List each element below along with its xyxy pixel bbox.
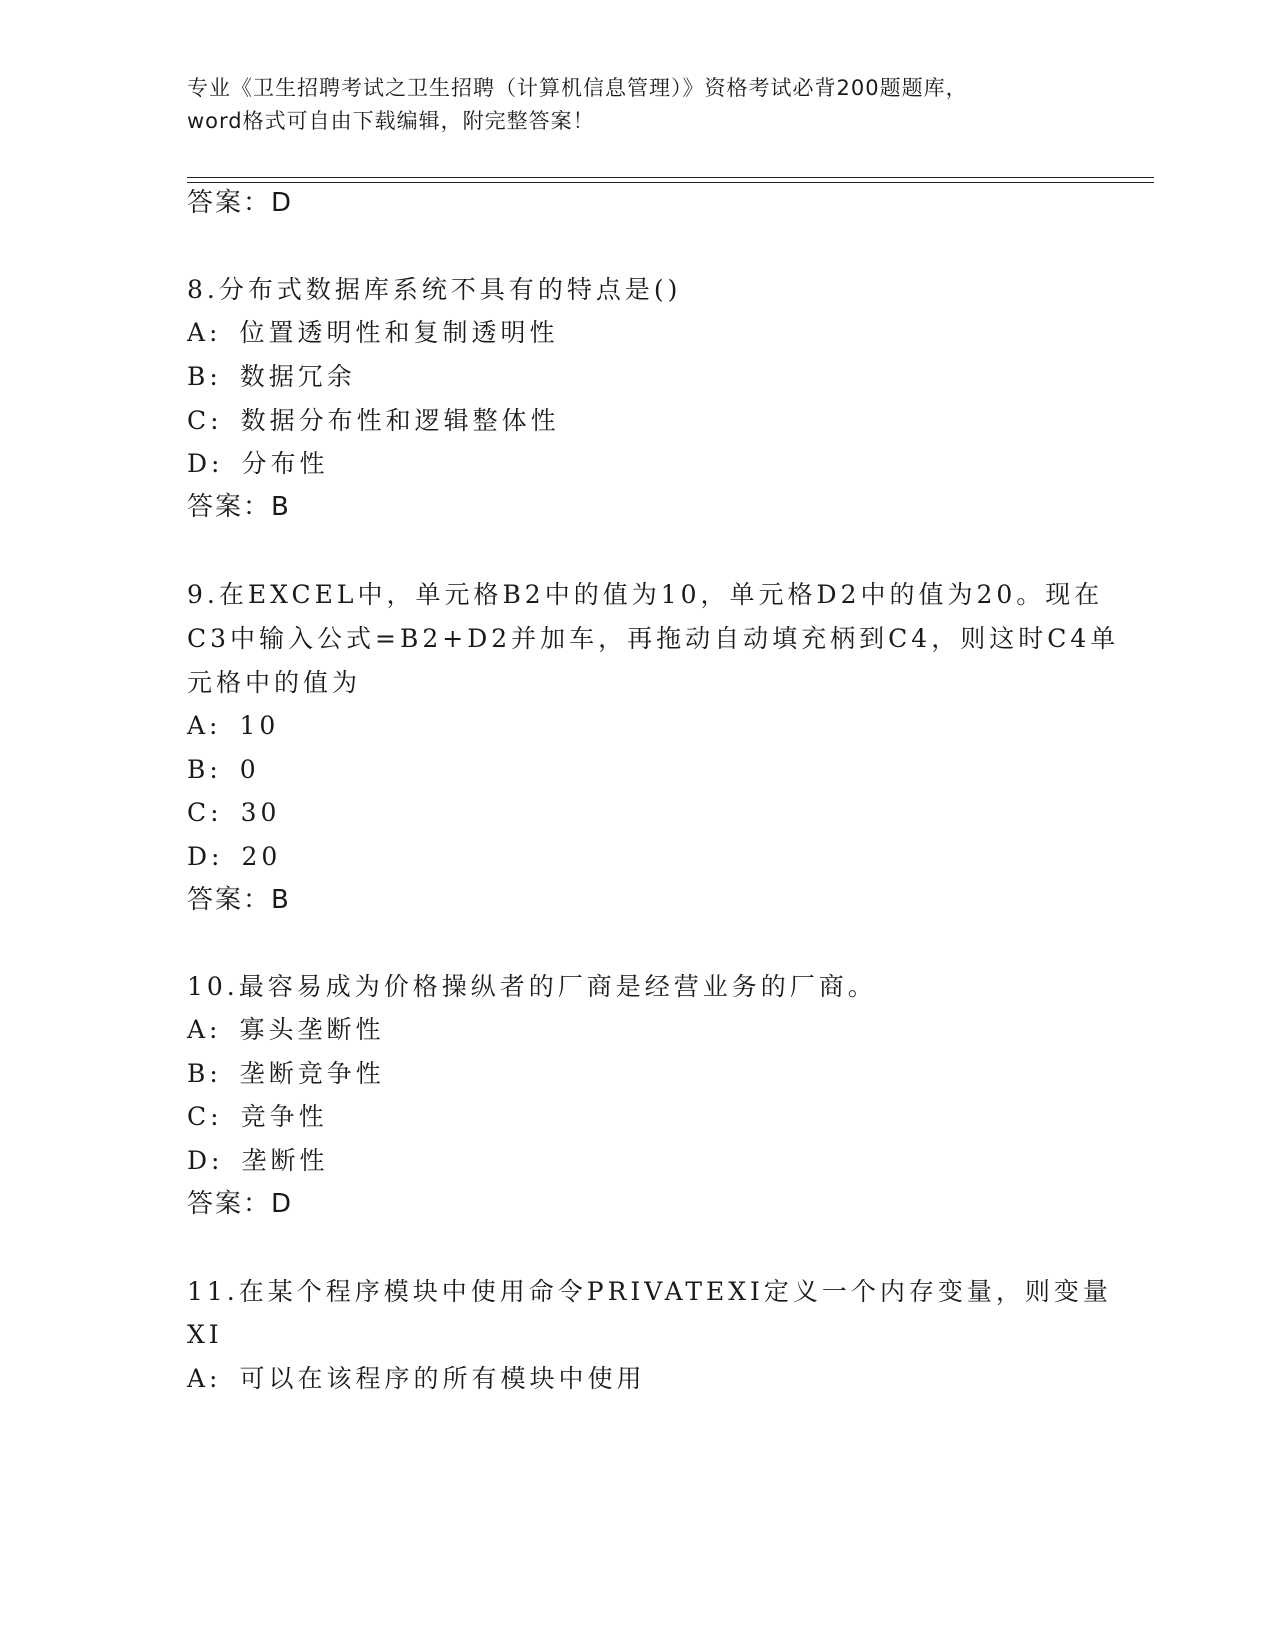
question-9-stem-line-3: 元格中的值为 bbox=[187, 668, 362, 697]
option-letter: B: bbox=[187, 1059, 222, 1088]
question-8-option-c bbox=[187, 406, 560, 436]
option-text: 可以在该程序的所有模块中使用 bbox=[239, 1364, 646, 1393]
question-9-stem-line-1: 9.在EXCEL中，单元格B2中的值为10，单元格D2中的值为20。现在 bbox=[187, 580, 1104, 609]
option-letter: A: bbox=[187, 318, 222, 347]
option-text: 10 bbox=[239, 711, 280, 740]
option-letter: D: bbox=[187, 449, 224, 478]
option-letter: A: bbox=[187, 1015, 222, 1044]
question-8-answer: 答案：B bbox=[187, 492, 291, 522]
option-letter: D: bbox=[187, 1146, 224, 1175]
question-11-stem-line-1: 11.在某个程序模块中使用命令PRIVATEXI定义一个内存变量，则变量 bbox=[187, 1277, 1112, 1306]
question-8-option-a bbox=[187, 318, 559, 348]
question-11-stem-line-2: XI bbox=[187, 1320, 223, 1349]
option-letter: C: bbox=[187, 1102, 223, 1131]
question-10-stem: 10.最容易成为价格操纵者的厂商是经营业务的厂商。 bbox=[187, 972, 877, 1001]
option-text: 寡头垄断性 bbox=[239, 1015, 385, 1044]
question-11-option-a bbox=[187, 1364, 646, 1394]
option-text: 垄断性 bbox=[241, 1146, 329, 1175]
question-9-option-d bbox=[187, 842, 281, 872]
option-text: 0 bbox=[239, 755, 260, 784]
option-text: 竞争性 bbox=[240, 1102, 328, 1131]
question-10-option-a bbox=[187, 1015, 385, 1045]
question-9-answer: 答案：B bbox=[187, 885, 291, 915]
option-text: 30 bbox=[240, 798, 281, 827]
option-letter: A: bbox=[187, 711, 222, 740]
option-letter: C: bbox=[187, 406, 223, 435]
option-text: 垄断竞争性 bbox=[239, 1059, 385, 1088]
option-text: 数据分布性和逻辑整体性 bbox=[240, 406, 560, 435]
option-letter: B: bbox=[187, 755, 222, 784]
question-10-answer: 答案：D bbox=[187, 1189, 294, 1219]
question-10-option-c bbox=[187, 1102, 328, 1132]
question-9-option-b bbox=[187, 755, 260, 785]
question-8-option-b bbox=[187, 362, 356, 392]
option-letter: C: bbox=[187, 798, 223, 827]
option-text: 数据冗余 bbox=[239, 362, 356, 391]
option-letter: D: bbox=[187, 842, 224, 871]
question-9-option-a bbox=[187, 711, 279, 741]
question-8-stem: 8.分布式数据库系统不具有的特点是() bbox=[187, 275, 682, 304]
option-text: 位置透明性和复制透明性 bbox=[239, 318, 559, 347]
question-9-stem-line-2: C3中输入公式=B2+D2并加车，再拖动自动填充柄到C4，则这时C4单 bbox=[187, 624, 1120, 653]
option-letter: B: bbox=[187, 362, 222, 391]
document-header bbox=[187, 72, 1087, 138]
header-line-2: word格式可自由下载编辑，附完整答案！ bbox=[187, 109, 595, 133]
header-divider-bottom bbox=[187, 182, 1154, 183]
option-letter: A: bbox=[187, 1364, 222, 1393]
header-divider-top bbox=[187, 177, 1154, 178]
answer-line: 答案：D bbox=[187, 188, 294, 218]
question-10-option-d bbox=[187, 1146, 328, 1176]
header-line-1: 专业《卫生招聘考试之卫生招聘（计算机信息管理）》资格考试必背200题题库， bbox=[187, 76, 968, 100]
option-text: 分布性 bbox=[241, 449, 329, 478]
question-8-option-d bbox=[187, 449, 328, 479]
question-9-option-c bbox=[187, 798, 280, 828]
question-10-option-b bbox=[187, 1059, 385, 1089]
option-text: 20 bbox=[241, 842, 282, 871]
